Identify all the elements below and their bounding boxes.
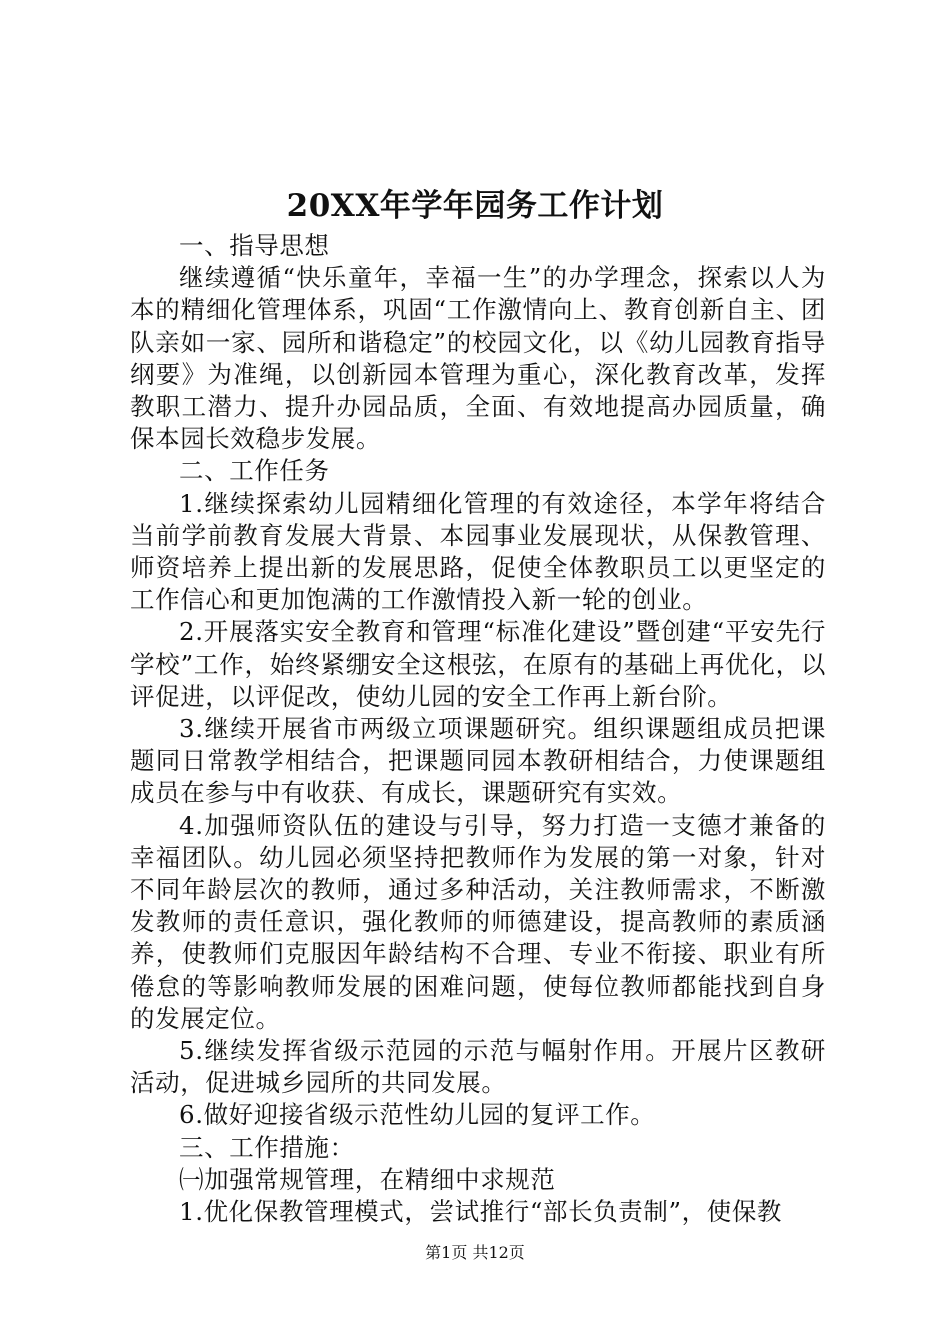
section-heading: 一、指导思想	[179, 231, 330, 260]
subsection-heading: ㈠加强常规管理，在精细中求规范	[179, 1164, 556, 1194]
paragraph: 6.做好迎接省级示范性幼儿园的复评工作。	[179, 1100, 656, 1130]
document-body	[130, 230, 826, 1228]
paragraph: 5.继续发挥省级示范园的示范与幅射作用。开展片区教研活动，促进城乡园所的共同发展。	[130, 1036, 826, 1098]
paragraph: 4.加强师资队伍的建设与引导，努力打造一支德才兼备的幸福团队。幼儿园必须坚持把教师作为发展的第一对象，针对不同年龄层次的教师，通过多种活动，关注教师需求，不断激发教师的责任意识，强化教师的师德建设，提高教师的素质涵养，使教师们克服因年龄结构不合理、专业不衔接、职业有所倦怠的等影响教师发展的困难问题，使每位教师都能找到自身的发展定位。	[130, 810, 826, 1033]
paragraph: 2.开展落实安全教育和管理“标准化建设”暨创建“平安先行学校”工作，始终紧绷安全这根弦，在原有的基础上再优化，以评促进，以评促改，使幼儿园的安全工作再上新台阶。	[130, 617, 826, 711]
section-heading: 三、工作措施：	[179, 1132, 355, 1162]
paragraph: 3.继续开展省市两级立项课题研究。组织课题组成员把课题同日常教学相结合，把课题同园本教研相结合，力使课题组成员在参与中有收获、有成长，课题研究有实效。	[130, 714, 826, 808]
section-heading: 二、工作任务	[179, 456, 330, 486]
page-footer: 第1页 共12页	[425, 1243, 525, 1262]
paragraph: 1.优化保教管理模式，尝试推行“部长负责制”，使保教	[179, 1197, 783, 1227]
paragraph: 继续遵循“快乐童年，幸福一生”的办学理念，探索以人为本的精细化管理体系，巩固“工作激情向上、教育创新自主、团队亲如一家、园所和谐稳定”的校园文化，以《幼儿园教育指导纲要》为准绳，以创新园本管理为重心，深化教育改革，发挥教职工潜力、提升办园品质，全面、有效地提高办园质量，确保本园长效稳步发展。	[130, 263, 826, 454]
paragraph: 1.继续探索幼儿园精细化管理的有效途径，本学年将结合当前学前教育发展大背景、本园事业发展现状，从保教管理、师资培养上提出新的发展思路，促使全体教职员工以更坚定的工作信心和更加饱满的工作激情投入新一轮的创业。	[130, 488, 826, 615]
document-title: 20XX年学年园务工作计划	[286, 188, 664, 224]
